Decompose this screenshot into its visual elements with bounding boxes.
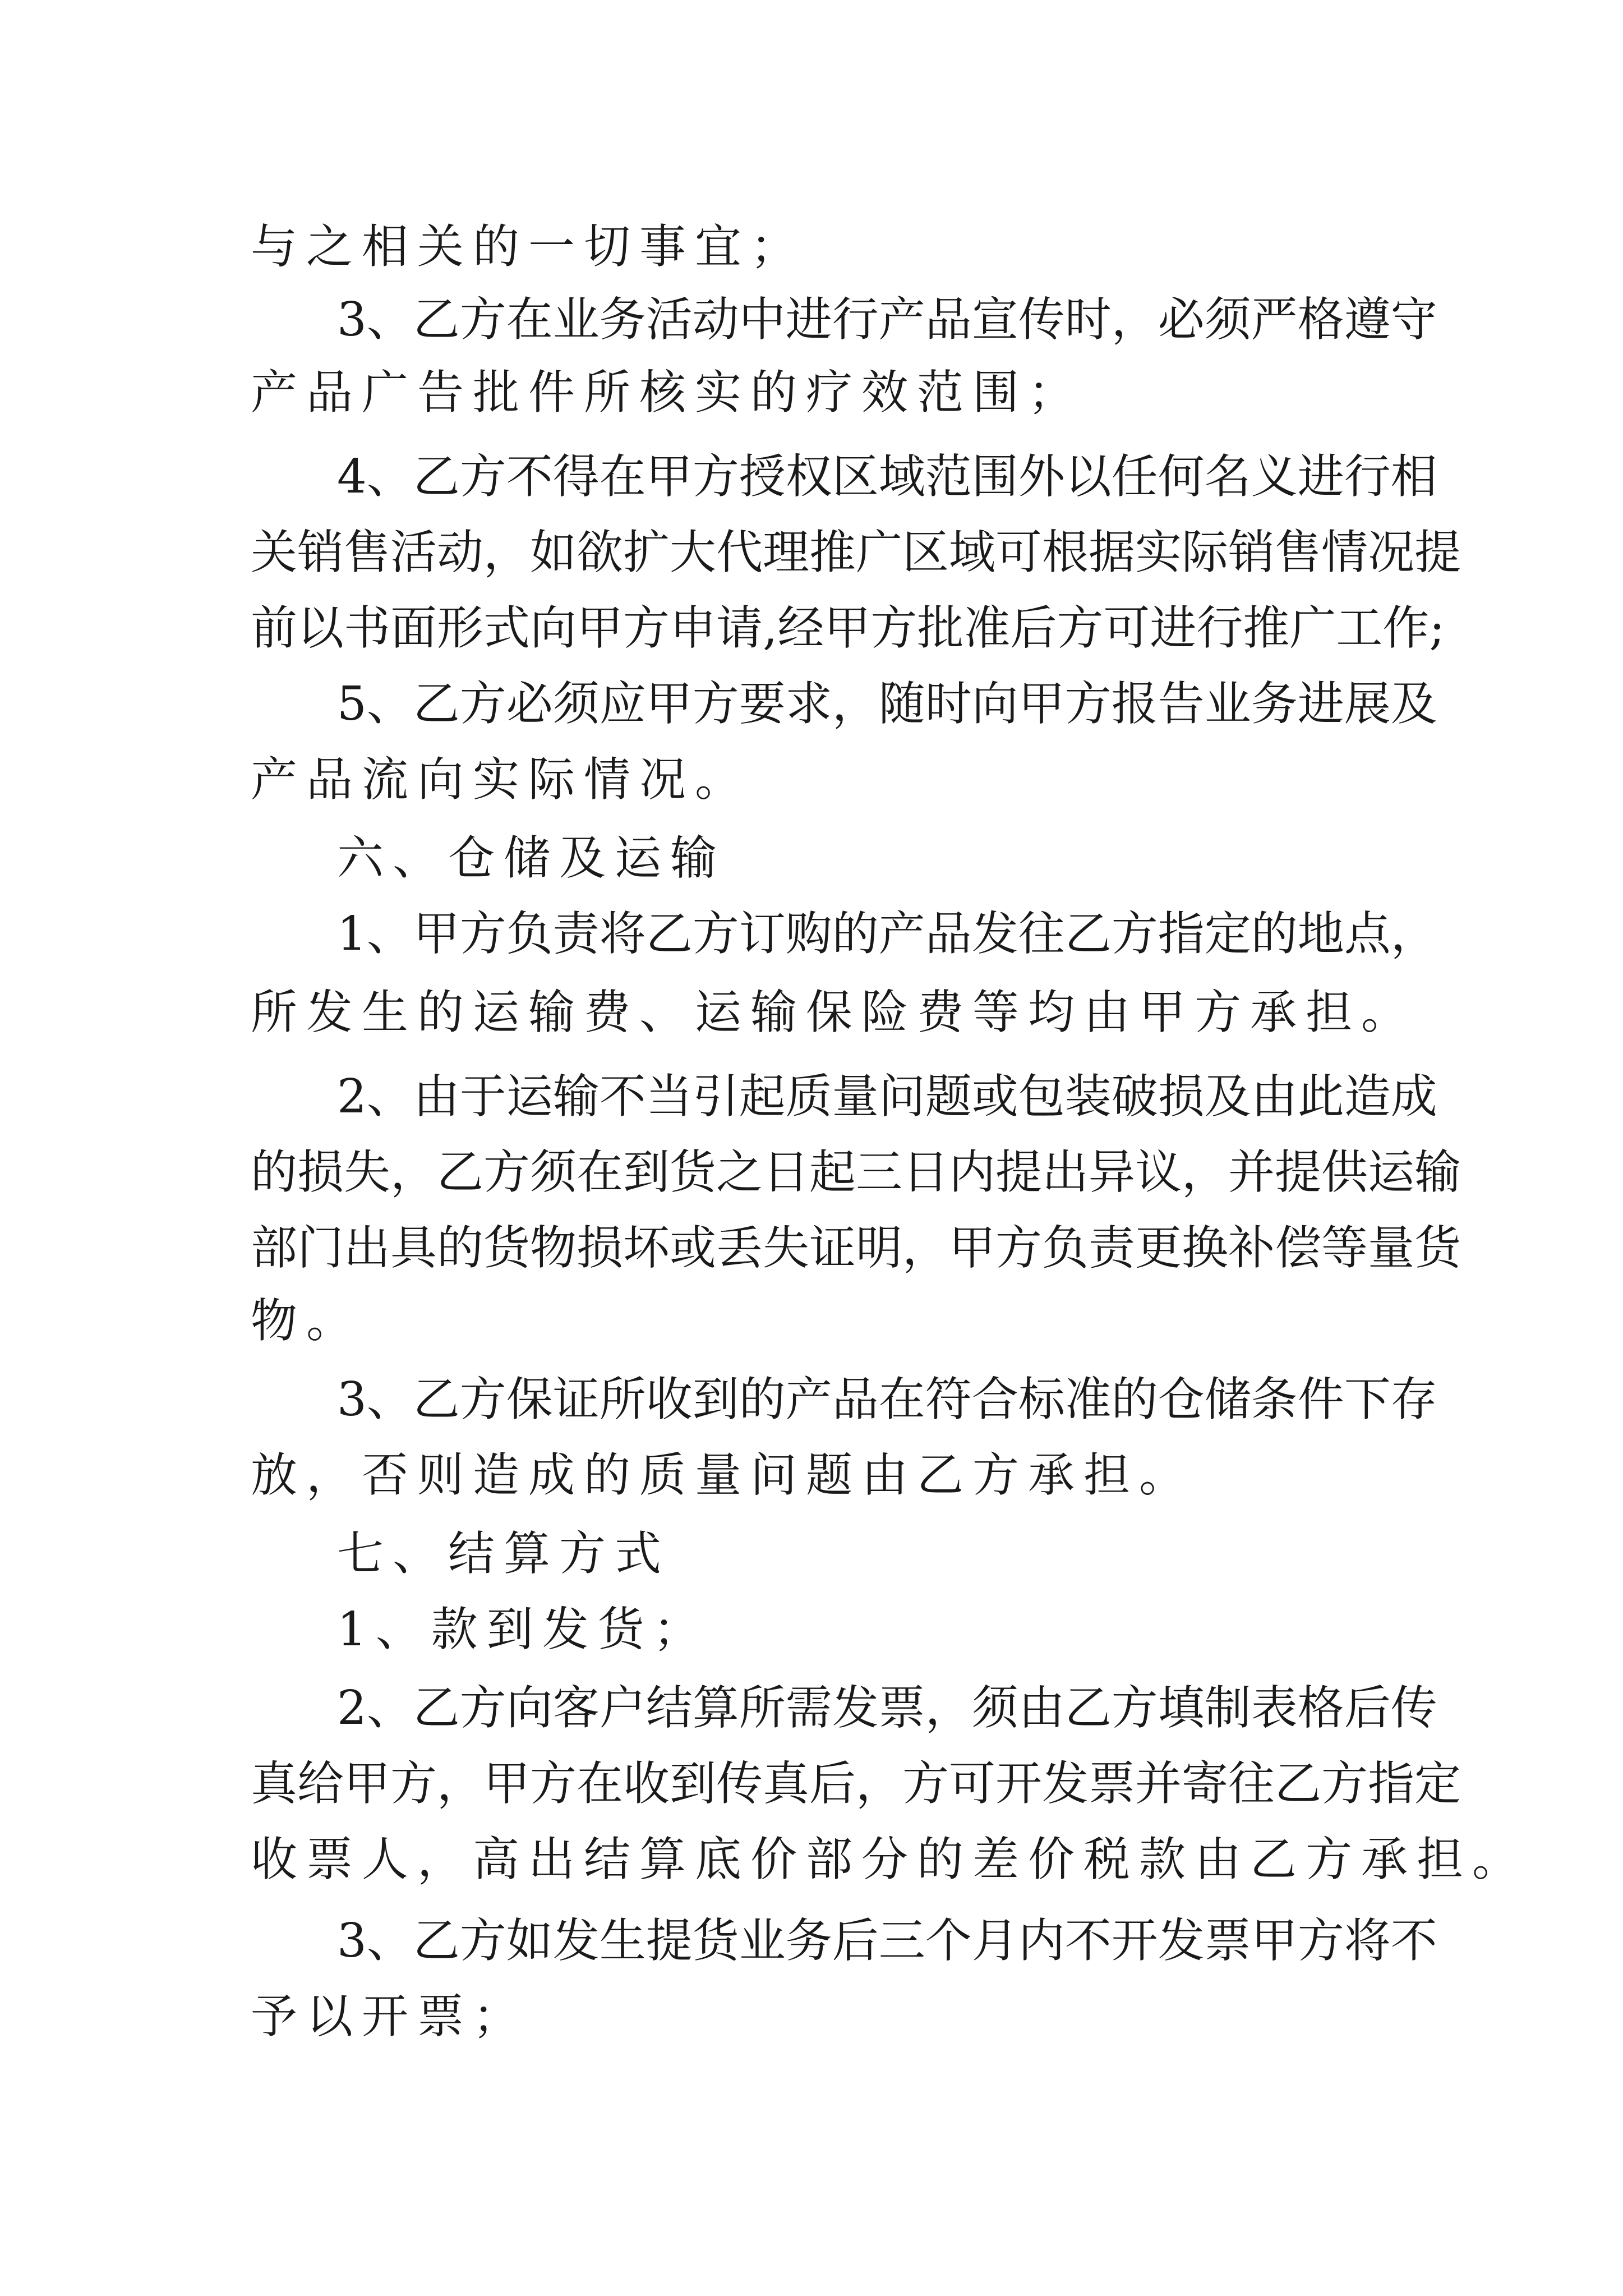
- text-line: 3、乙方在业务活动中进行产品宣传时，必须严格遵守: [337, 292, 1437, 347]
- text-line: 的损失，乙方须在到货之日起三日内提出异议，并提供运输: [251, 1145, 1461, 1199]
- text-line: 所发生的运输费、运输保险费等均由甲方承担。: [251, 985, 1417, 1039]
- text-line: 1、款到发货；: [337, 1602, 709, 1657]
- section-heading: 七、结算方式: [337, 1526, 670, 1581]
- text-line: 真给甲方，甲方在收到传真后，方可开发票并寄往乙方指定: [251, 1756, 1461, 1811]
- text-line: 产品流向实际情况。: [251, 752, 750, 807]
- text-line: 关销售活动，如欲扩大代理推广区域可根据实际销售情况提: [251, 525, 1461, 579]
- text-line: 2、由于运输不当引起质量问题或包装破损及由此造成: [337, 1069, 1437, 1124]
- text-line: 产品广告批件所核实的疗效范围；: [251, 365, 1083, 420]
- text-line: 收票人，高出结算底价部分的差价税款由乙方承担。: [251, 1832, 1528, 1887]
- text-line: 部门出具的货物损坏或丢失证明，甲方负责更换补偿等量货: [251, 1221, 1461, 1275]
- text-line: 前以书面形式向甲方申请,经甲方批准后方可进行推广工作;: [251, 601, 1445, 655]
- text-line: 1、甲方负责将乙方订购的产品发往乙方指定的地点，: [337, 907, 1437, 961]
- text-line: 3、乙方保证所收到的产品在符合标准的仓储条件下存: [337, 1372, 1437, 1427]
- text-line: 3、乙方如发生提货业务后三个月内不开发票甲方将不: [337, 1913, 1437, 1968]
- text-line: 物。: [251, 1294, 362, 1348]
- text-line: 5、乙方必须应甲方要求，随时向甲方报告业务进展及: [337, 677, 1437, 731]
- text-line: 与之相关的一切事宜；: [251, 219, 806, 274]
- text-line: 放，否则造成的质量问题由乙方承担。: [251, 1448, 1195, 1502]
- text-line: 2、乙方向客户结算所需发票，须由乙方填制表格后传: [337, 1681, 1437, 1735]
- section-heading: 六、仓储及运输: [337, 831, 726, 885]
- text-line: 予以开票；: [251, 1989, 528, 2044]
- text-line: 4、乙方不得在甲方授权区域范围外以任何名义进行相: [337, 449, 1437, 504]
